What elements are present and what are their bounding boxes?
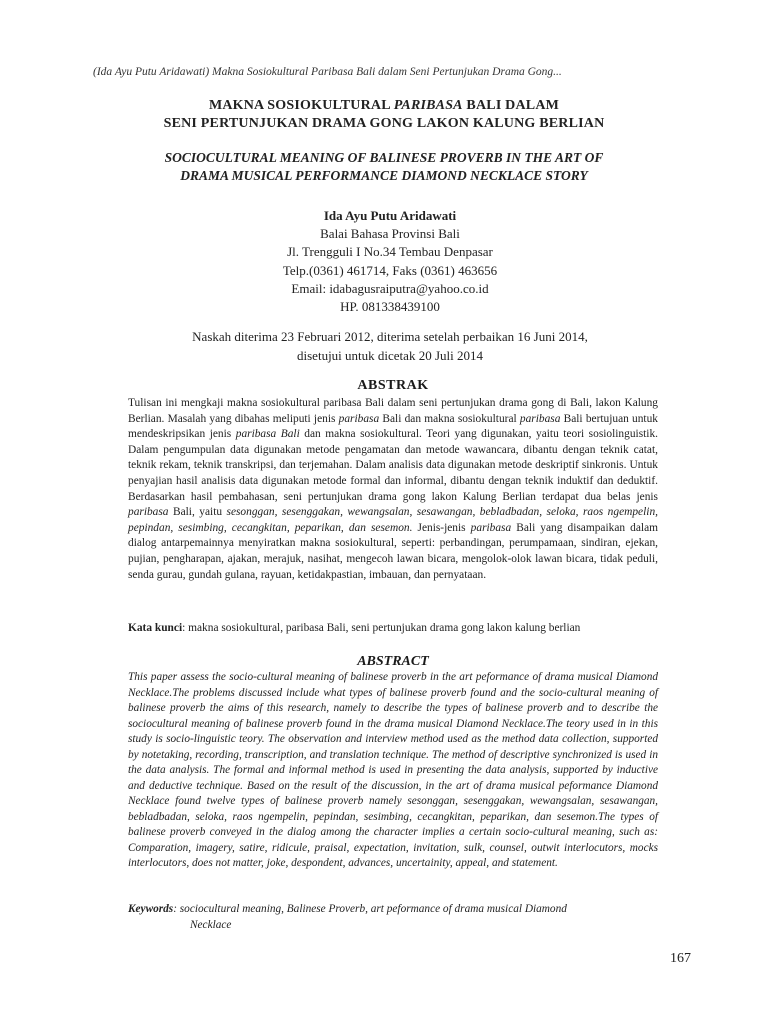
abstrak-italic-2: paribasa xyxy=(519,412,561,425)
abstrak-heading: ABSTRAK xyxy=(357,378,429,393)
abstrak-text-1: Tulisan ini mengkaji makna sosiokultural paribasa Bali dalam seni pertunjukan drama gong di Bali, lakon Kalung Berlian. Masalah yang dibahas meliputi jenis xyxy=(128,397,658,425)
author-email: Email: idabagusraiputra@yahoo.co.id xyxy=(291,280,489,296)
abstrak-text-3: Bali bertujuan untuk mendeskripsikan jenis xyxy=(128,412,658,441)
abstrak-italic-4: paribasa xyxy=(128,506,169,519)
received-line2: disetujui untuk dicetak 20 Juli 2014 xyxy=(297,347,483,363)
title-en-line1: SOCIOCULTURAL MEANING OF BALINESE PROVERB IN THE ART OF xyxy=(164,150,604,165)
received-line1: Naskah diterima 23 Februari 2012, diterima setelah perbaikan 16 Juni 2014, xyxy=(192,329,588,344)
keywords-label: Keywords xyxy=(128,903,174,915)
abstrak-italic-6: paribasa xyxy=(470,521,512,534)
author-phone: Telp.(0361) 461714, Faks (0361) 463656 xyxy=(282,262,498,278)
abstrak-italic-5: sesonggan, sesenggakan, wewangsalan, sesawangan, bebladbadan, seloka, raos ngempelin, pepindan, sesimbing, cecangkitan, peparikan, dan sesemon. xyxy=(128,506,658,534)
abstract-body: This paper assess the socio-cultural meaning of balinese proverb in the art peformance of drama musical Diamond Necklace.The problems discussed include what types of balinese proverb found and the socio-cultural meaning of balinese proverb the aims of this research, namely to describe the types of balinese proverb and to describe the sociocultural meaning of balinese proverb found in the drama musical Diamond Necklace.The teory used in in this study is socio-linguistic teory. The observation and interview method used as the method data collection, supported by notetaking, recording, transcription, and translation technique. The method of descriptive synchronized is used in the data analysis. The formal and informal method is used in presenting the data analysis, supported by inductive and deductive technique. Based on the result of the discussion, in the art of drama musical peformance Diamond Necklace found twelve types of balinese proverb namely sesonggan, sesenggakan, wewangsalan, sesawangan, bebladbadan, seloka, raos ngempelin, pepindan, sesimbing, cecangkitan, peparikan, dan sesemon.The types of balinese proverb conveyed in the dialog among the character implies a certain socio-cultural meaning, such as: Comparation, imagery, satire, ridicule, praisal, expectation, invitation, sulk, counsel, outwit interlocutors, mocks interlocutors, does not matter, joke, despondent, advances, uncertainity, appeal, and statement. xyxy=(128,671,658,869)
abstract-heading: ABSTRACT xyxy=(357,654,429,669)
abstrak-italic-1: paribasa xyxy=(338,412,380,425)
abstrak-text-7: Bali yang disampaikan dalam dialog antarpemainnya menyiratkan makna sosiokultural, seperti: perbandingan, perumpamaan, sindiran, ejekan, pujian, pengharapan, ajakan, merajuk, nasihat, mengecoh lawan bicara, mengolok-olok lawan bicara, tidak peduli, senda gurau, gundah gulana, rayuan, ketidakpastian, imbauan, dan pernyataan. xyxy=(128,521,658,581)
abstrak-text-4: dan makna sosiokultural. Teori yang digunakan, yaitu teori sosiolinguistik. Dalam pengumpulan data digunakan metode pengamatan dan metode wawancara, dibantu dengan teknik catat, teknik rekam, teknik transkripsi, dan terjemahan. Dalam analisis data digunakan metode deskriptif sinkronis. Untuk penyajian hasil analisis data digunakan metode formal dan informal, dibantu dengan teknik induktif dan deduktif. Berdasarkan hasil pembahasan, seni pertunjukan drama gong lakon Kalung Berlian terdapat dua belas jenis xyxy=(128,428,658,503)
author-institution: Balai Bahasa Provinsi Bali xyxy=(320,226,460,242)
kata-kunci-label: Kata kunci xyxy=(128,622,183,634)
title-english xyxy=(0,149,768,185)
abstrak-text-5: Bali, yaitu xyxy=(168,506,227,519)
kata-kunci xyxy=(128,622,668,634)
title-id-line2: SENI PERTUNJUKAN DRAMA GONG LAKON KALUNG BERLIAN xyxy=(163,116,605,131)
author-address: Jl. Trengguli I No.34 Tembau Denpasar xyxy=(287,244,493,260)
keywords-line1 xyxy=(128,902,658,918)
abstrak-italic-3: paribasa Bali xyxy=(235,428,300,441)
title-id-line1-part-b: BALI DALAM xyxy=(462,98,560,113)
keywords-text: : sociocultural meaning, Balinese Proverb, art peformance of drama musical Diamond xyxy=(173,903,567,915)
abstrak-body xyxy=(128,396,658,583)
page-number: 167 xyxy=(670,951,691,966)
kata-kunci-text: : makna sosiokultural, paribasa Bali, seni pertunjukan drama gong lakon kalung berlian xyxy=(182,622,581,634)
title-id-line1-part-a: MAKNA SOSIOKULTURAL xyxy=(208,98,394,113)
received-dates xyxy=(0,328,768,365)
title-id-line1-italic: PARIBASA xyxy=(393,98,463,113)
author-name: Ida Ayu Putu Aridawati xyxy=(323,208,457,223)
title-indonesian xyxy=(0,97,768,133)
keywords-line2: Necklace xyxy=(190,918,232,931)
title-block xyxy=(0,97,768,185)
abstrak-text-6: Jenis-jenis xyxy=(412,521,471,534)
abstrak-text-2: Bali dan makna sosiokultural xyxy=(379,412,520,425)
keywords xyxy=(128,902,658,933)
title-id-line1 xyxy=(0,97,768,115)
author-block xyxy=(0,207,768,316)
author-hp: HP. 081338439100 xyxy=(340,299,440,315)
running-head: (Ida Ayu Putu Aridawati) Makna Sosiokultural Paribasa Bali dalam Seni Pertunjukan Drama Gong... xyxy=(93,66,562,78)
title-en-line2: DRAMA MUSICAL PERFORMANCE DIAMOND NECKLACE STORY xyxy=(180,168,588,183)
